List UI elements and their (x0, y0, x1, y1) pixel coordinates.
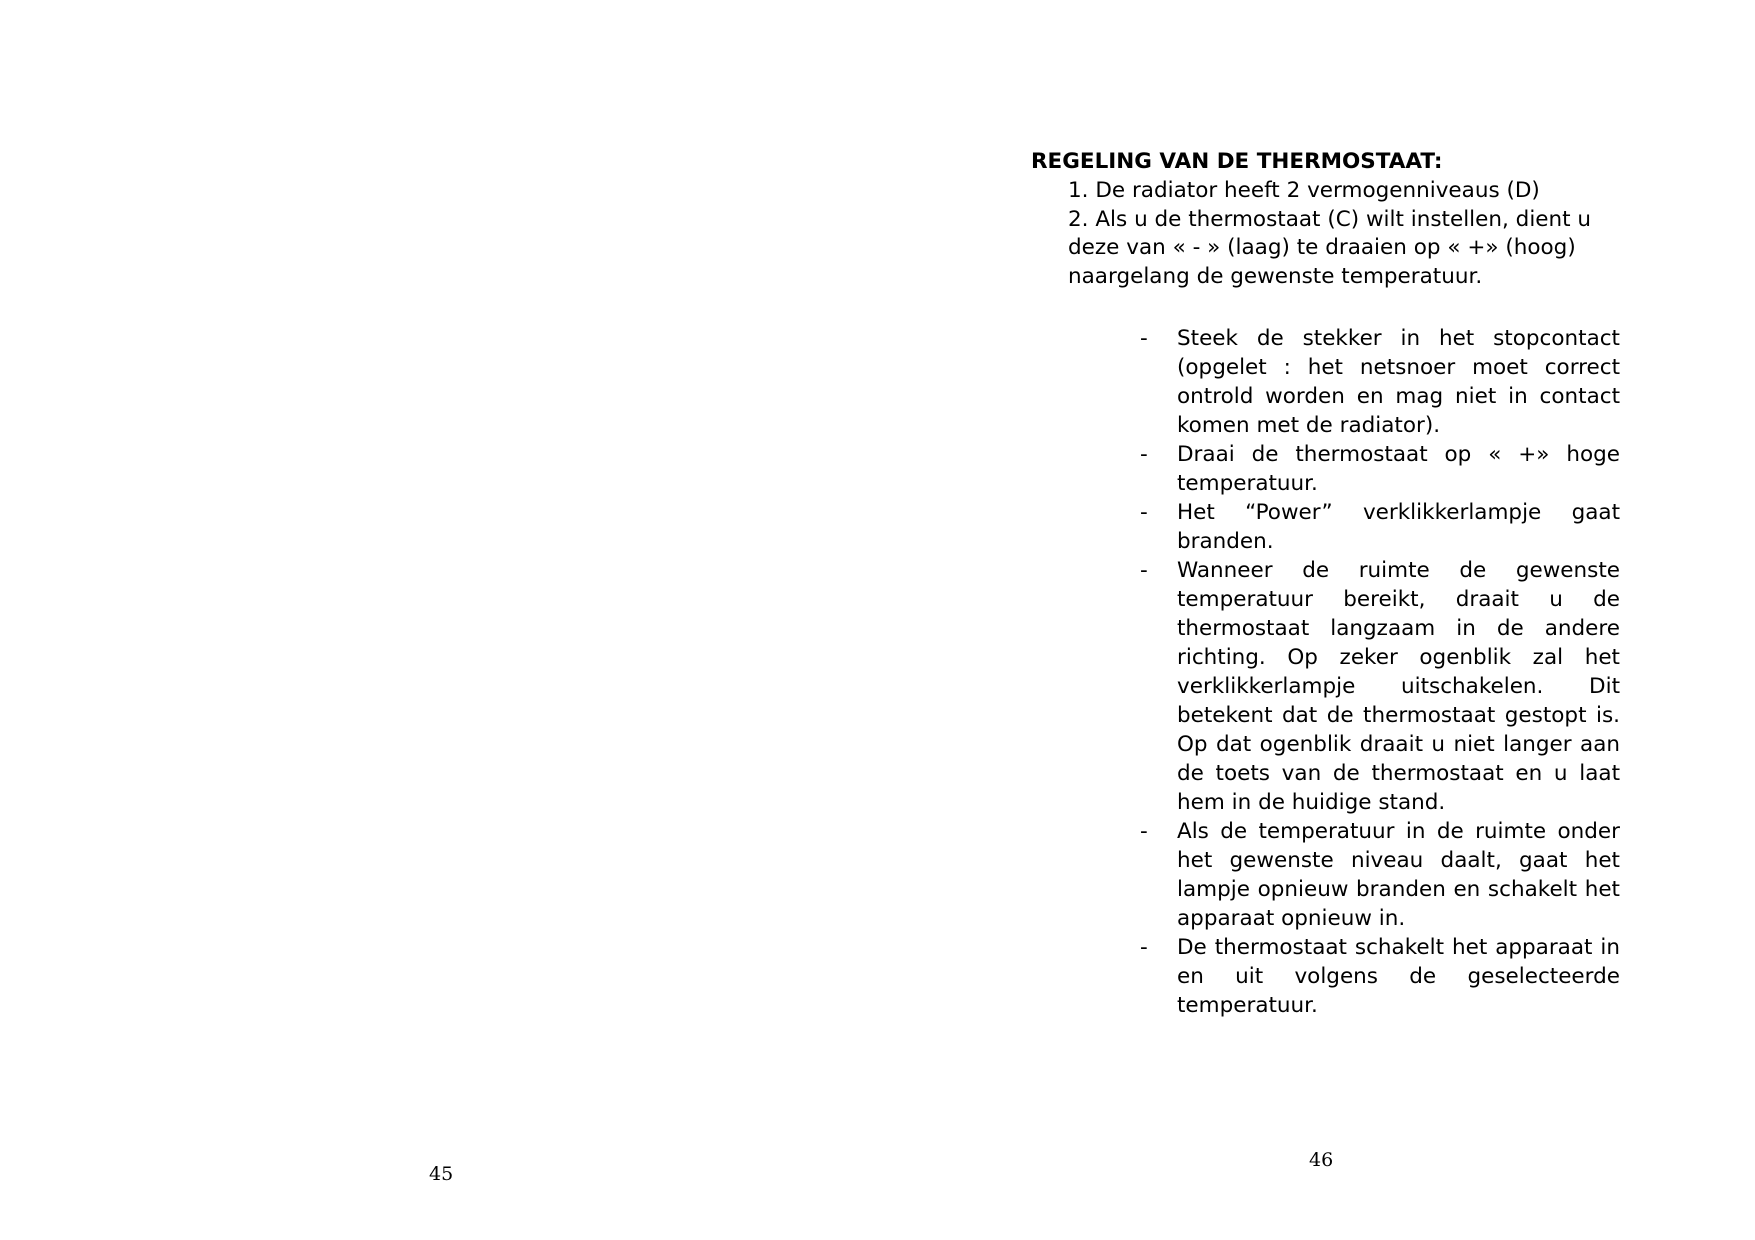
list-dash: - (1140, 326, 1148, 351)
list-item (1140, 324, 1620, 440)
list-dash: - (1140, 558, 1148, 583)
list-item-text: Steek de stekker in het stopcontact (opgelet : het netsnoer moet correct ontrold worden en mag niet in contact komen met de radiator). (1177, 326, 1620, 438)
list-item (1140, 556, 1620, 817)
list-item-text: Het “Power” verklikkerlampje gaat branden. (1177, 500, 1620, 554)
left-page (0, 0, 877, 1240)
list-dash: - (1140, 500, 1148, 525)
list-item-text: Draai de thermostaat op « +» hoge temperatuur. (1177, 442, 1620, 496)
list-item-text: Als de temperatuur in de ruimte onder het gewenste niveau daalt, gaat het lampje opnieuw branden en schakelt het apparaat opnieuw in. (1177, 819, 1620, 931)
list-item (1140, 498, 1620, 556)
intro-steps (1068, 177, 1628, 291)
intro-step: 2. Als u de thermostaat (C) wilt instellen, dient u deze van « - » (laag) te draaien op « +» (hoog) naargelang de gewenste temperatuur. (1068, 206, 1592, 289)
page-number-left: 45 (429, 1163, 454, 1185)
section-heading: REGELING VAN DE THERMOSTAAT: (1031, 149, 1443, 174)
instruction-list (1140, 324, 1620, 1020)
list-dash: - (1140, 442, 1148, 467)
list-item (1140, 440, 1620, 498)
page-number-right: 46 (1309, 1149, 1334, 1171)
list-item-text: Wanneer de ruimte de gewenste temperatuur bereikt, draait u de thermostaat langzaam in de andere richting. Op zeker ogenblik zal het verklikkerlampje uitschakelen. Dit betekent dat de thermostaat gestopt is. Op dat ogenblik draait u niet langer aan de toets van de thermostaat en u laat hem in de huidige stand. (1177, 558, 1620, 815)
right-page (877, 0, 1755, 1240)
list-dash: - (1140, 819, 1148, 844)
list-item-text: De thermostaat schakelt het apparaat in en uit volgens de geselecteerde temperatuur. (1177, 935, 1620, 1018)
list-item (1140, 817, 1620, 933)
intro-step: 1. De radiator heeft 2 vermogenniveaus (D) (1068, 178, 1540, 203)
list-dash: - (1140, 935, 1148, 960)
list-item (1140, 933, 1620, 1020)
